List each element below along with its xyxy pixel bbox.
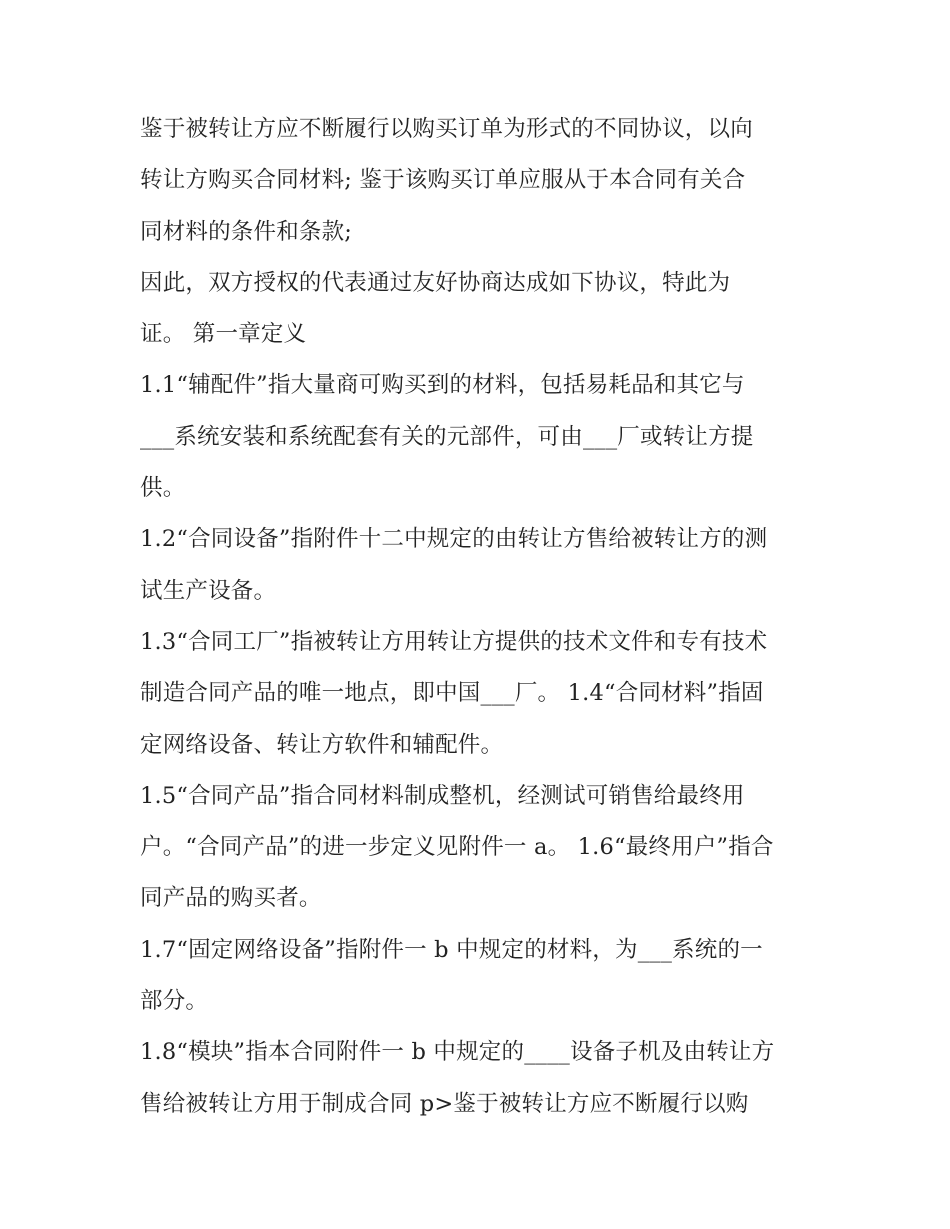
text-line: 定网络设备、转让方软件和辅配件。	[140, 731, 504, 758]
text-line: 制造合同产品的唯一地点，即中国___厂。 1.4“合同材料”指固	[140, 680, 764, 707]
text-line: 证。 第一章定义	[140, 321, 307, 348]
text-line: 供。	[140, 475, 186, 502]
text-line: 售给被转让方用于制成合同 p>鉴于被转让方应不断履行以购	[140, 1090, 749, 1117]
text-line: 1.5“合同产品”指合同材料制成整机，经测试可销售给最终用	[140, 782, 745, 809]
text-line: ___系统安装和系统配套有关的元部件，可由___厂或转让方提	[140, 423, 754, 450]
text-line: 1.8“模块”指本合同附件一 b 中规定的____设备子机及由转让方	[140, 1039, 775, 1066]
text-line: 因此，双方授权的代表通过友好协商达成如下协议，特此为	[140, 269, 731, 296]
text-line: 1.2“合同设备”指附件十二中规定的由转让方售给被转让方的测	[140, 526, 768, 553]
text-line: 试生产设备。	[140, 577, 277, 604]
text-line: 1.1“辅配件”指大量商可购买到的材料，包括易耗品和其它与	[140, 372, 745, 399]
text-line: 1.3“合同工厂”指被转让方用转让方提供的技术文件和专有技术	[140, 628, 768, 655]
text-line: 转让方购买合同材料; 鉴于该购买订单应服从于本合同有关合	[140, 167, 746, 194]
text-line: 户。“合同产品”的进一步定义见附件一 a。 1.6“最终用户”指合	[140, 834, 774, 861]
document-body	[140, 104, 820, 1130]
text-line: 同材料的条件和条款;	[140, 218, 353, 245]
text-line: 同产品的购买者。	[140, 885, 322, 912]
text-line: 鉴于被转让方应不断履行以购买订单为形式的不同协议，以向	[140, 116, 753, 142]
text-line: 部分。	[140, 988, 209, 1015]
text-line: 1.7“固定网络设备”指附件一 b 中规定的材料，为___系统的一	[140, 936, 763, 963]
